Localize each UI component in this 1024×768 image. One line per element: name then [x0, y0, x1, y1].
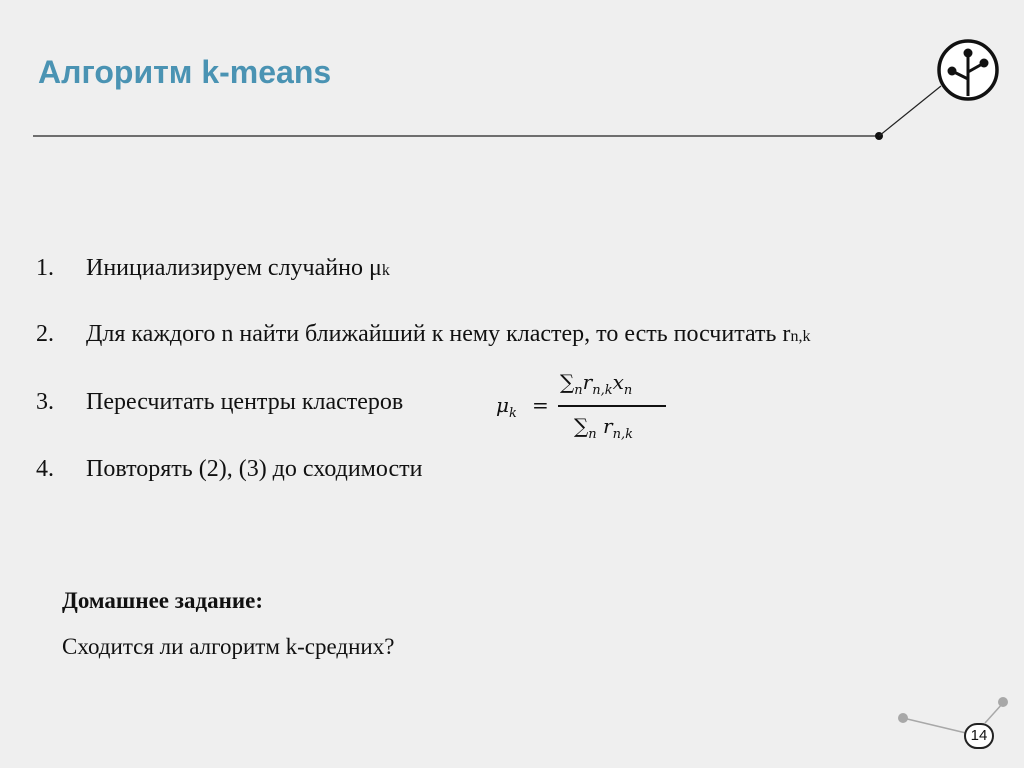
tree-branch-logo-icon — [939, 41, 997, 99]
homework-question: Сходится ли алгоритм k-средних? — [62, 634, 395, 659]
step-3-number: 3. — [36, 389, 54, 415]
page-number-badge: 14 — [964, 723, 994, 749]
step-3 — [36, 390, 403, 414]
denominator-r: r — [603, 414, 613, 438]
step-2-text: Для каждого n найти ближайший к нему кластер, то есть посчитать r — [86, 321, 791, 347]
step-2-subscript: n,k — [790, 328, 811, 345]
step-4-text: Повторять (2), (3) до сходимости — [86, 456, 423, 482]
step-1-number: 1. — [36, 255, 54, 281]
formula-fraction-bar — [558, 405, 666, 407]
step-1-subscript: k — [381, 262, 390, 279]
numerator-r: r — [582, 370, 593, 394]
denominator-sum-symbol: ∑ — [574, 414, 589, 438]
numerator-x: x — [612, 370, 624, 394]
numerator-r-subscript: n,k — [592, 383, 613, 398]
footer-dot-right — [998, 697, 1008, 707]
header-connector-line — [879, 86, 941, 136]
step-3-text: Пересчитать центры кластеров — [86, 389, 404, 415]
formula-denominator — [574, 414, 633, 442]
denominator-r-subscript: n,k — [612, 427, 633, 442]
numerator-sum-symbol: ∑ — [560, 370, 575, 394]
numerator-x-subscript: n — [623, 383, 633, 398]
step-2-number: 2. — [36, 321, 54, 347]
footer-dot-left — [898, 713, 908, 723]
step-4-number: 4. — [36, 456, 54, 482]
formula-equals: = — [532, 393, 549, 417]
footer-connector-line-2 — [985, 703, 1003, 723]
cluster-center-formula — [488, 366, 678, 442]
slide-title: Алгоритм k-means — [38, 54, 332, 90]
formula-lhs-symbol: μ — [496, 393, 509, 417]
homework-title: Домашнее задание: — [62, 588, 263, 613]
numerator-sum-subscript: n — [574, 383, 583, 398]
formula-numerator — [560, 370, 632, 398]
step-2 — [36, 322, 810, 346]
formula-lhs — [496, 393, 517, 421]
formula-lhs-subscript: k — [509, 406, 517, 421]
step-4 — [36, 457, 422, 481]
step-1 — [36, 256, 390, 280]
footer-connector-line-1 — [903, 718, 966, 733]
header-rule-dot — [875, 132, 883, 140]
step-1-text: Инициализируем случайно μ — [86, 255, 382, 281]
denominator-sum-subscript: n — [588, 427, 597, 442]
